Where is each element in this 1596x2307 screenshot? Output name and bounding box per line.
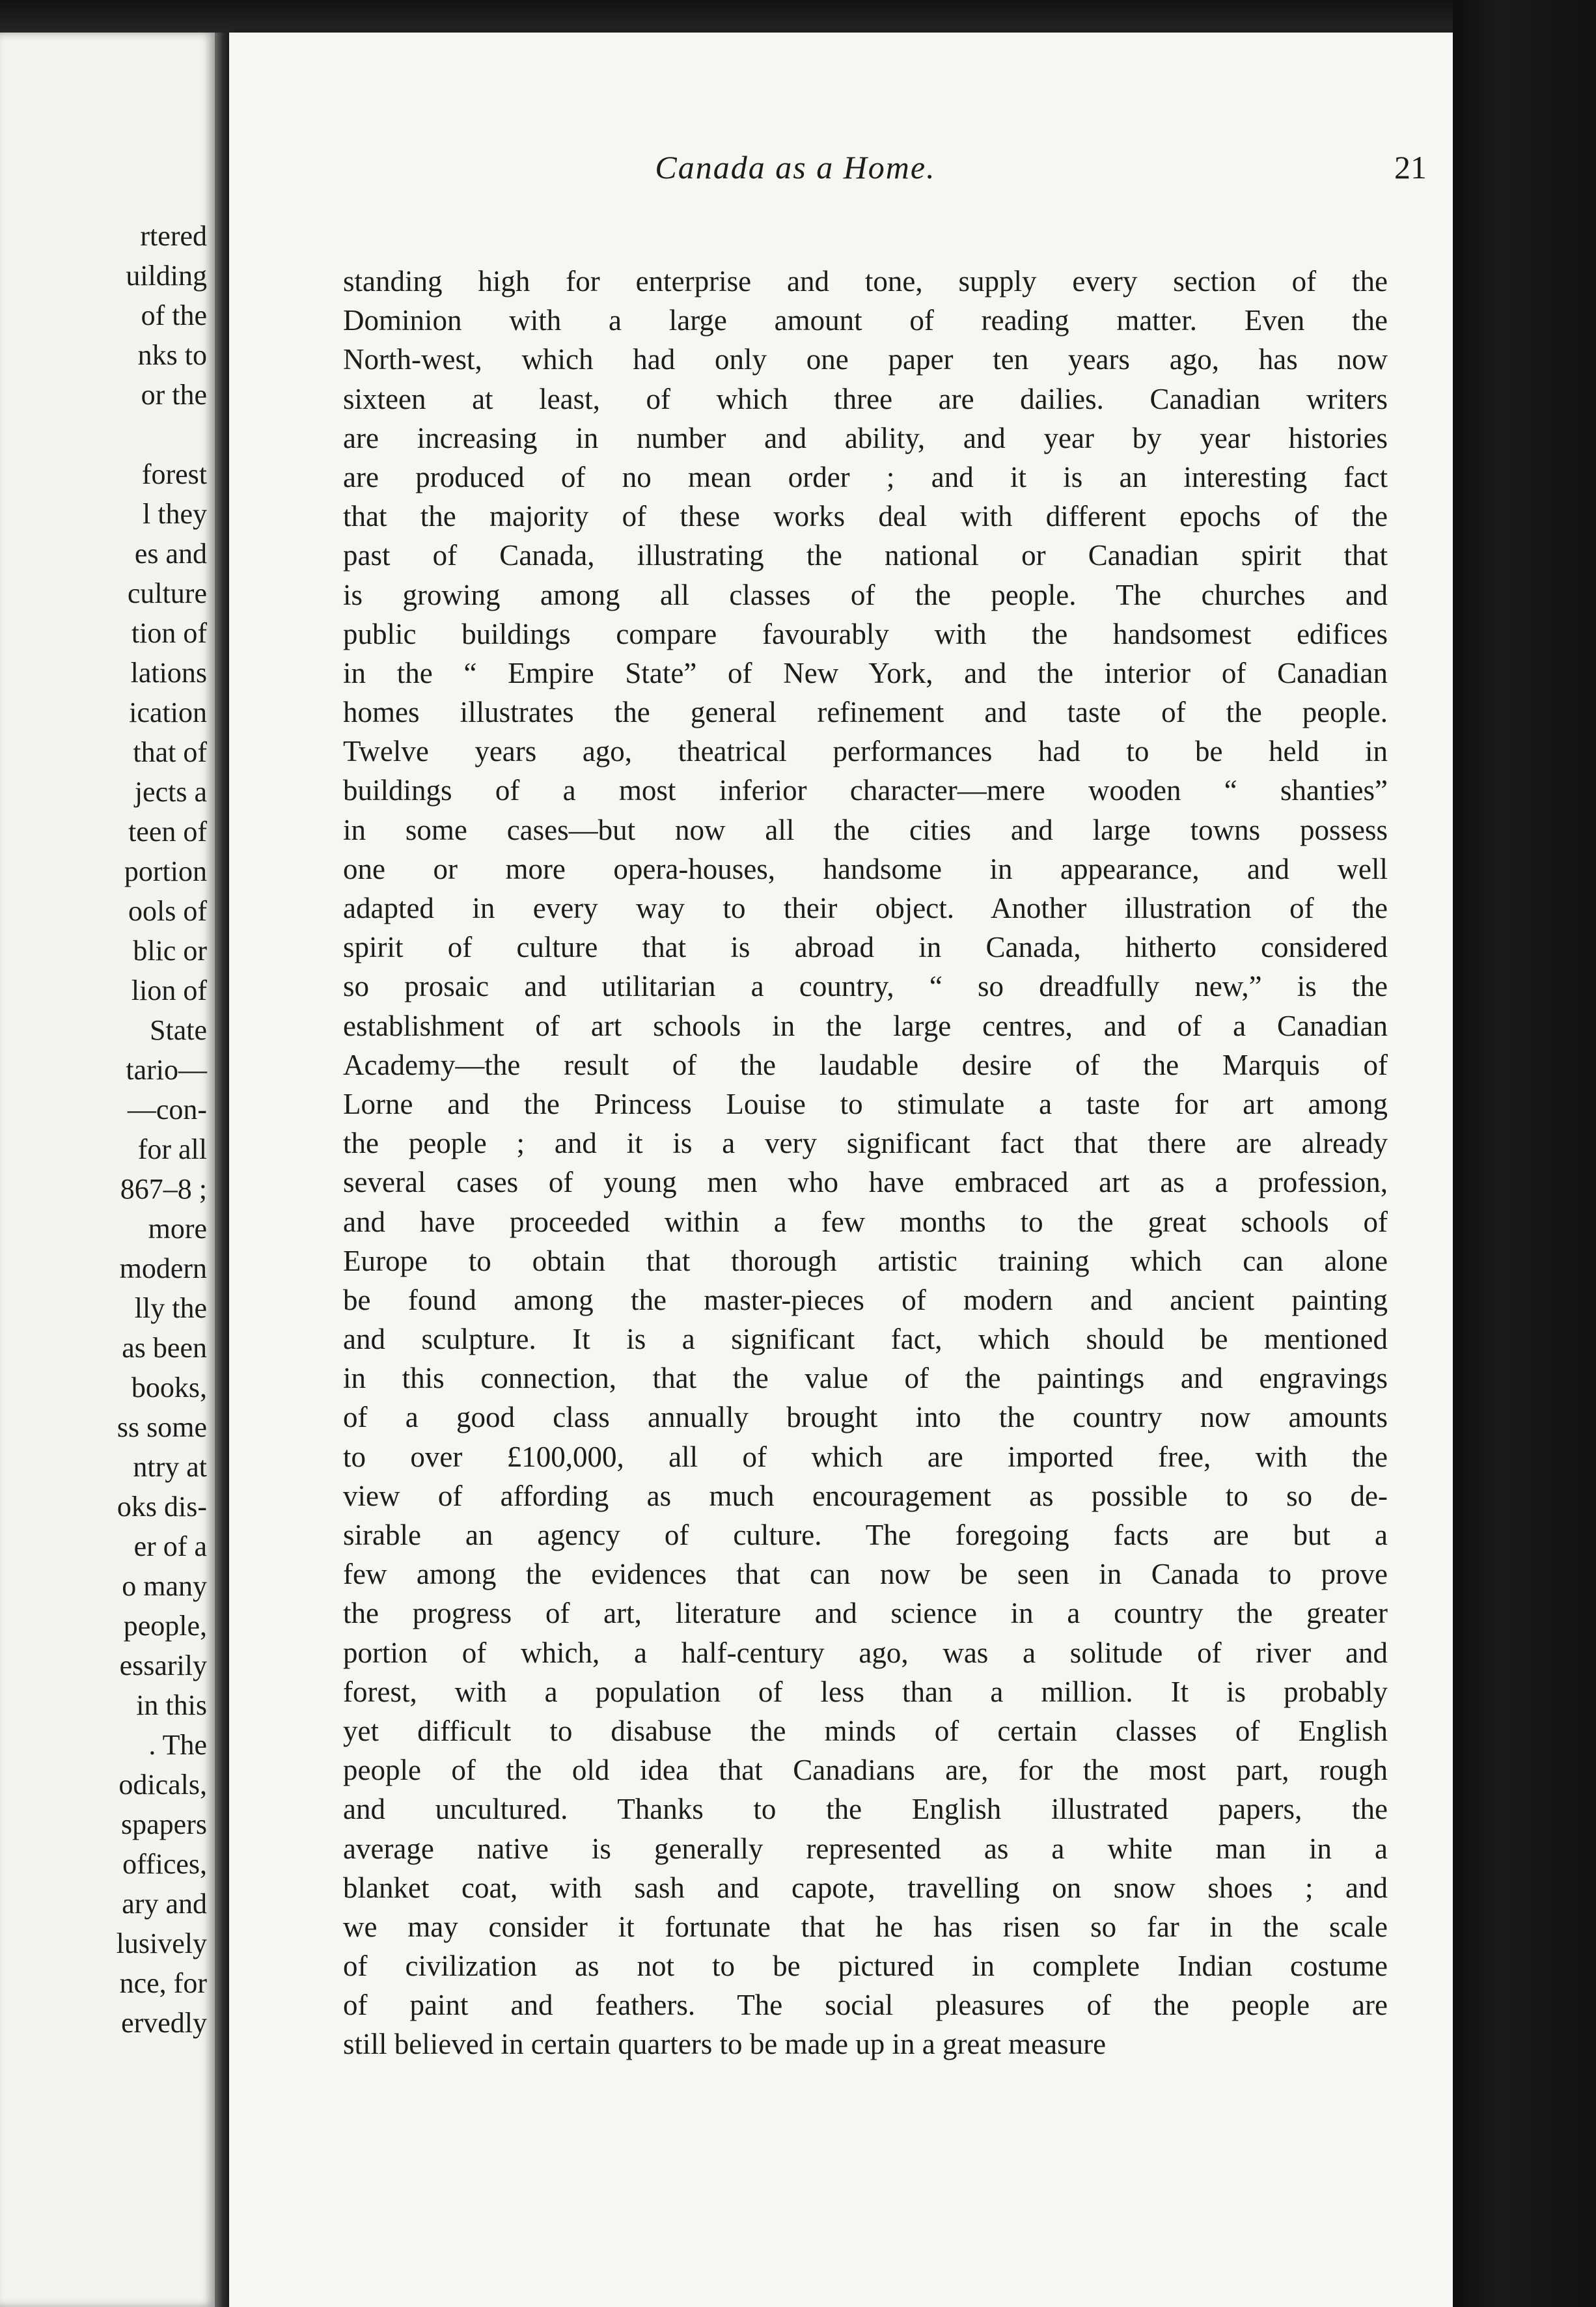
fragment-line: ary and (122, 1888, 207, 1920)
fragment-line: ntry at (133, 1451, 207, 1483)
text-line: North-west, which had only one paper ten years ago, has now (343, 343, 1388, 376)
fragment-line: lly the (134, 1292, 207, 1324)
text-line: to over £100,000, all of which are imported free, with the (343, 1440, 1388, 1473)
text-line: adapted in every way to their object. Another illustration of the (343, 892, 1388, 924)
text-line: the progress of art, literature and science in a country the greater (343, 1597, 1388, 1630)
fragment-line: or the (141, 379, 207, 411)
text-line: view of affording as much encouragement as possible to so de- (343, 1479, 1388, 1512)
running-head: Canada as a Home. (655, 149, 936, 186)
fragment-line: uilding (126, 260, 207, 292)
fragment-line: ools of (128, 895, 207, 927)
text-line: in this connection, that the value of the paintings and engravings (343, 1362, 1388, 1395)
fragment-line: teen of (128, 816, 207, 848)
fragment-line: blic or (133, 935, 207, 967)
text-line: past of Canada, illustrating the national or Canadian spirit that (343, 539, 1388, 572)
text-line: are produced of no mean order ; and it is an interesting fact (343, 460, 1388, 493)
text-line: Academy—the result of the laudable desire of the Marquis of (343, 1048, 1388, 1081)
fragment-line: ication (129, 697, 207, 728)
fragment-line: lion of (131, 974, 207, 1006)
fragment-line: State (150, 1014, 207, 1046)
text-line: standing high for enterprise and tone, supply every section of the (343, 265, 1388, 297)
fragment-line: more (148, 1213, 207, 1245)
text-line: people of the old idea that Canadians are, for the most part, rough (343, 1754, 1388, 1787)
fragment-line (12, 415, 207, 454)
book-gutter (215, 33, 229, 2307)
text-line: yet difficult to disabuse the minds of certain classes of English (343, 1714, 1388, 1747)
fragment-line: forest (141, 458, 207, 490)
text-line: establishment of art schools in the large centres, and of a Canadian (343, 1009, 1388, 1042)
text-line: homes illustrates the general refinement and taste of the people. (343, 696, 1388, 729)
text-line: public buildings compare favourably with the handsomest edifices (343, 617, 1388, 650)
text-line: of civilization as not to be pictured in complete Indian costume (343, 1950, 1388, 1983)
fragment-line: o many (122, 1570, 207, 1602)
text-line: spirit of culture that is abroad in Canada, hitherto considered (343, 931, 1388, 964)
body-text (343, 262, 1388, 2064)
text-line: few among the evidences that can now be seen in Canada to prove (343, 1558, 1388, 1591)
fragment-line: lusively (116, 1927, 207, 1959)
text-line: and have proceeded within a few months to the great schools of (343, 1205, 1388, 1238)
fragment-line: modern (119, 1252, 207, 1284)
text-line: average native is generally represented as a white man in a (343, 1832, 1388, 1865)
text-line: the people ; and it is a very significant fact that there are already (343, 1127, 1388, 1160)
fragment-line: . The (148, 1729, 207, 1761)
text-line: sirable an agency of culture. The foregoing facts are but a (343, 1519, 1388, 1551)
fragment-line: l they (143, 498, 207, 530)
fragment-line: as been (122, 1332, 207, 1364)
fragment-line: portion (124, 855, 207, 887)
fragment-line: nks to (137, 339, 207, 371)
fragment-line: that of (133, 736, 207, 768)
page-21 (229, 33, 1453, 2307)
fragment-line: people, (123, 1610, 207, 1642)
fragment-line: offices, (122, 1848, 207, 1880)
text-line: so prosaic and utilitarian a country, “ so dreadfully new,” is the (343, 970, 1388, 1003)
text-line: we may consider it fortunate that he has risen so far in the scale (343, 1910, 1388, 1943)
facing-page-text-fragments (12, 216, 207, 2043)
text-line: Lorne and the Princess Louise to stimulate a taste for art among (343, 1087, 1388, 1120)
text-line: is growing among all classes of the people. The churches and (343, 578, 1388, 611)
facing-page-left (0, 33, 215, 2307)
text-line: of a good class annually brought into the country now amounts (343, 1401, 1388, 1434)
page-number: 21 (1394, 149, 1427, 186)
fragment-line: for all (137, 1133, 207, 1165)
fragment-line: rtered (140, 220, 207, 252)
text-line: buildings of a most inferior character—mere wooden “ shanties” (343, 774, 1388, 807)
fragment-line: —con- (127, 1094, 207, 1126)
text-line: blanket coat, with sash and capote, travelling on snow shoes ; and (343, 1871, 1388, 1904)
text-line: be found among the master-pieces of modern and ancient painting (343, 1283, 1388, 1316)
fragment-line: books, (131, 1372, 207, 1403)
fragment-line: tion of (131, 617, 207, 649)
scan-right-border (1453, 0, 1596, 2307)
fragment-line: ervedly (121, 2007, 207, 2039)
fragment-line: es and (134, 538, 207, 570)
text-line: Twelve years ago, theatrical performances had to be held in (343, 735, 1388, 768)
text-line: Europe to obtain that thorough artistic training which can alone (343, 1244, 1388, 1277)
fragment-line: tario— (126, 1054, 207, 1086)
text-line: portion of which, a half-century ago, was a solitude of river and (343, 1636, 1388, 1669)
fragment-line: of the (141, 299, 207, 331)
fragment-line: jects a (134, 776, 207, 808)
fragment-line: in this (136, 1689, 207, 1721)
fragment-line: lations (130, 657, 207, 689)
text-line: forest, with a population of less than a million. It is probably (343, 1675, 1388, 1708)
text-line: and sculpture. It is a significant fact, which should be mentioned (343, 1323, 1388, 1356)
text-line: that the majority of these works deal with different epochs of the (343, 500, 1388, 533)
fragment-line: spapers (121, 1808, 207, 1840)
fragment-line: odicals, (118, 1769, 207, 1801)
fragment-line: er of a (133, 1530, 207, 1562)
fragment-line: 867–8 ; (120, 1173, 207, 1205)
text-line: are increasing in number and ability, and year by year histories (343, 421, 1388, 454)
text-line: and uncultured. Thanks to the English illustrated papers, the (343, 1793, 1388, 1826)
text-line: in some cases—but now all the cities and large towns possess (343, 813, 1388, 846)
fragment-line: oks dis- (117, 1491, 207, 1523)
text-line: sixteen at least, of which three are dailies. Canadian writers (343, 382, 1388, 415)
text-line: several cases of young men who have embraced art as a profession, (343, 1166, 1388, 1199)
fragment-line: culture (127, 577, 207, 609)
fragment-line: essarily (119, 1650, 207, 1681)
fragment-line: ss some (117, 1411, 207, 1443)
text-line: one or more opera-houses, handsome in appearance, and well (343, 852, 1388, 885)
text-line: in the “ Empire State” of New York, and the interior of Canadian (343, 656, 1388, 689)
text-line: of paint and feathers. The social pleasures of the people are (343, 1989, 1388, 2022)
text-line: still believed in certain quarters to be made up in a great measure (343, 2028, 1107, 2061)
fragment-line: nce, for (119, 1967, 207, 1999)
text-line: Dominion with a large amount of reading matter. Even the (343, 304, 1388, 337)
